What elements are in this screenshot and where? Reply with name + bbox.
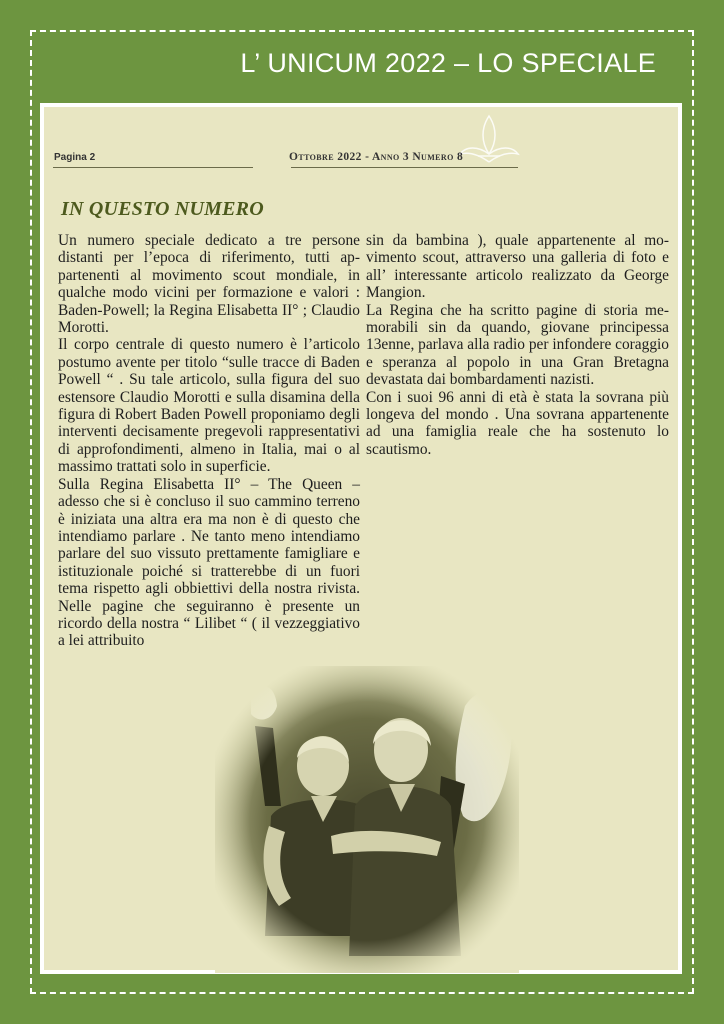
page-sheet: [40, 103, 682, 974]
article-column-left: [58, 232, 360, 650]
magazine-header-title: L’ UNICUM 2022 – LO SPECIALE: [240, 48, 656, 78]
divider-left: [53, 167, 253, 168]
paragraph: sin da bambina ), quale appartenente al movimento scout, attraverso una galleria di foto e all’ interessante articolo realizzato da George Mangion.: [366, 232, 669, 302]
section-title: IN QUESTO NUMERO: [61, 198, 264, 220]
paragraph: Con i suoi 96 anni di età è stata la sovrana più longeva del mondo . Una sovrana appartenente ad una famiglia reale che ha sostenuto lo scautismo.: [366, 388, 669, 458]
article-column-right: [366, 232, 669, 458]
paragraph: Sulla Regina Elisabetta II° – The Queen – adesso che si è concluso il suo cammino terreno è iniziata una altra era ma non è di questo che intendiamo parlare . Ne tanto meno intendiamo parlare del suo vissuto prettamente famigliare e istituzionale poiché si tratterebbe di un fuori tema rispetto agli obbiettivi della nostra rivista. Nelle pagine che seguiranno è presente un ricordo della nostra “ Lilibet “ ( il vezzeggiativo a lei attribuito: [58, 475, 360, 650]
issue-info: Ottobre 2022 - Anno 3 Numero 8: [289, 151, 464, 163]
scout-photo: [215, 666, 519, 974]
paragraph: La Regina che ha scritto pagine di storia memorabili sin da quando, giovane principessa 13enne, parlava alla radio per infondere coraggio e speranza al popolo in una Gran Bretagna devastata dai bombardamenti nazisti.: [366, 301, 669, 389]
page-number: Pagina 2: [54, 152, 96, 163]
paragraph: Un numero speciale dedicato a tre persone distanti per l’epoca di riferimento, tutti appartenenti al movimento scout mondiale, in qualche modo vicini per formazione e valori : Baden-Powell; la Regina Elisabetta II° ; Claudio Morotti.: [58, 232, 360, 337]
fleur-de-lis-icon: [454, 112, 524, 170]
paragraph: Il corpo centrale di questo numero è l’articolo postumo avente per titolo “sulle tracce di Baden Powell “ . Su tale articolo, sulla figura del suo estensore Claudio Morotti e sulla disamina della figura di Robert Baden Powell proponiamo degli interventi decisamente pregevoli rappresentativi di approfondimenti, almeno in Italia, mai o al massimo trattati solo in superficie.: [58, 336, 360, 476]
divider-right: [291, 167, 518, 168]
